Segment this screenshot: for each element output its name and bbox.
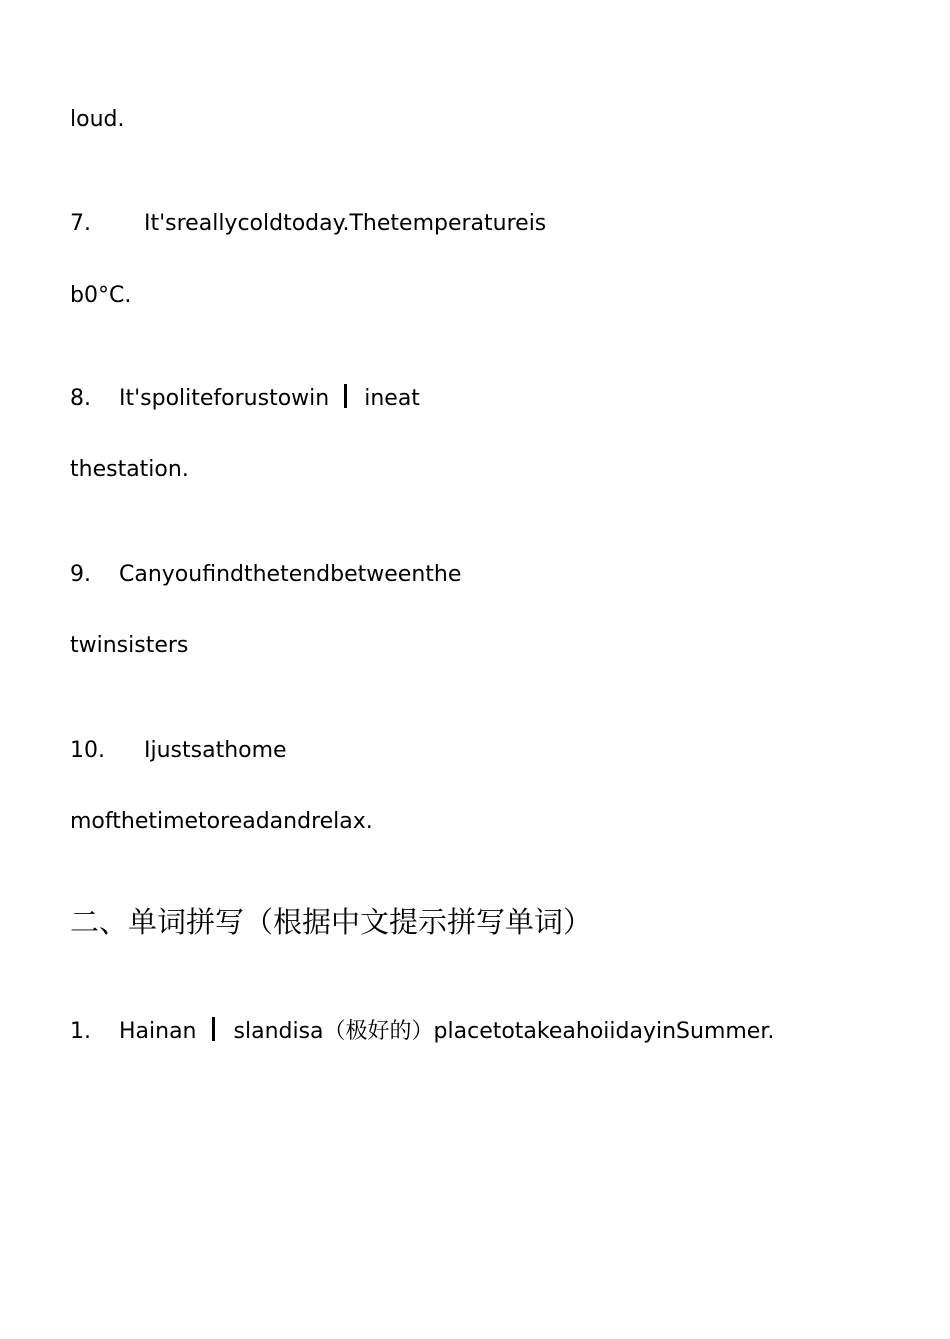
spelling-item-1	[70, 1017, 774, 1047]
exercise-item-9-line2: twinsisters	[70, 633, 189, 658]
vertical-bar-mark	[344, 384, 347, 408]
vertical-bar-mark	[212, 1017, 215, 1041]
item-text: Hainan	[119, 1019, 197, 1044]
item-text: Ijustsathome	[144, 738, 287, 763]
item-number: 10.	[70, 738, 105, 763]
exercise-item-9	[70, 560, 461, 590]
item-text-continued: slandisa（极好的）placetotakeahoiidayinSummer.	[233, 1019, 775, 1044]
item-number: 7.	[70, 211, 91, 236]
exercise-item-10	[70, 736, 287, 766]
exercise-item-8	[70, 384, 420, 414]
item-number: 8.	[70, 386, 91, 411]
item-text: It'spoliteforustowin	[119, 386, 330, 411]
section-heading: 二、单词拼写（根据中文提示拼写单词）	[70, 905, 593, 939]
exercise-item-7-line2: b0°C.	[70, 283, 132, 308]
exercise-item-7	[70, 209, 546, 239]
item-number: 9.	[70, 562, 91, 587]
exercise-item-8-line2: thestation.	[70, 457, 189, 482]
item-text-continued: ineat	[364, 386, 420, 411]
continuation-line: loud.	[70, 107, 125, 132]
item-text: It'sreallycoldtoday.Thetemperatureis	[144, 211, 547, 236]
item-number: 1.	[70, 1019, 91, 1044]
item-text: Canyoufindthetendbetweenthe	[119, 562, 462, 587]
exercise-item-10-line2: mofthetimetoreadandrelax.	[70, 809, 373, 834]
